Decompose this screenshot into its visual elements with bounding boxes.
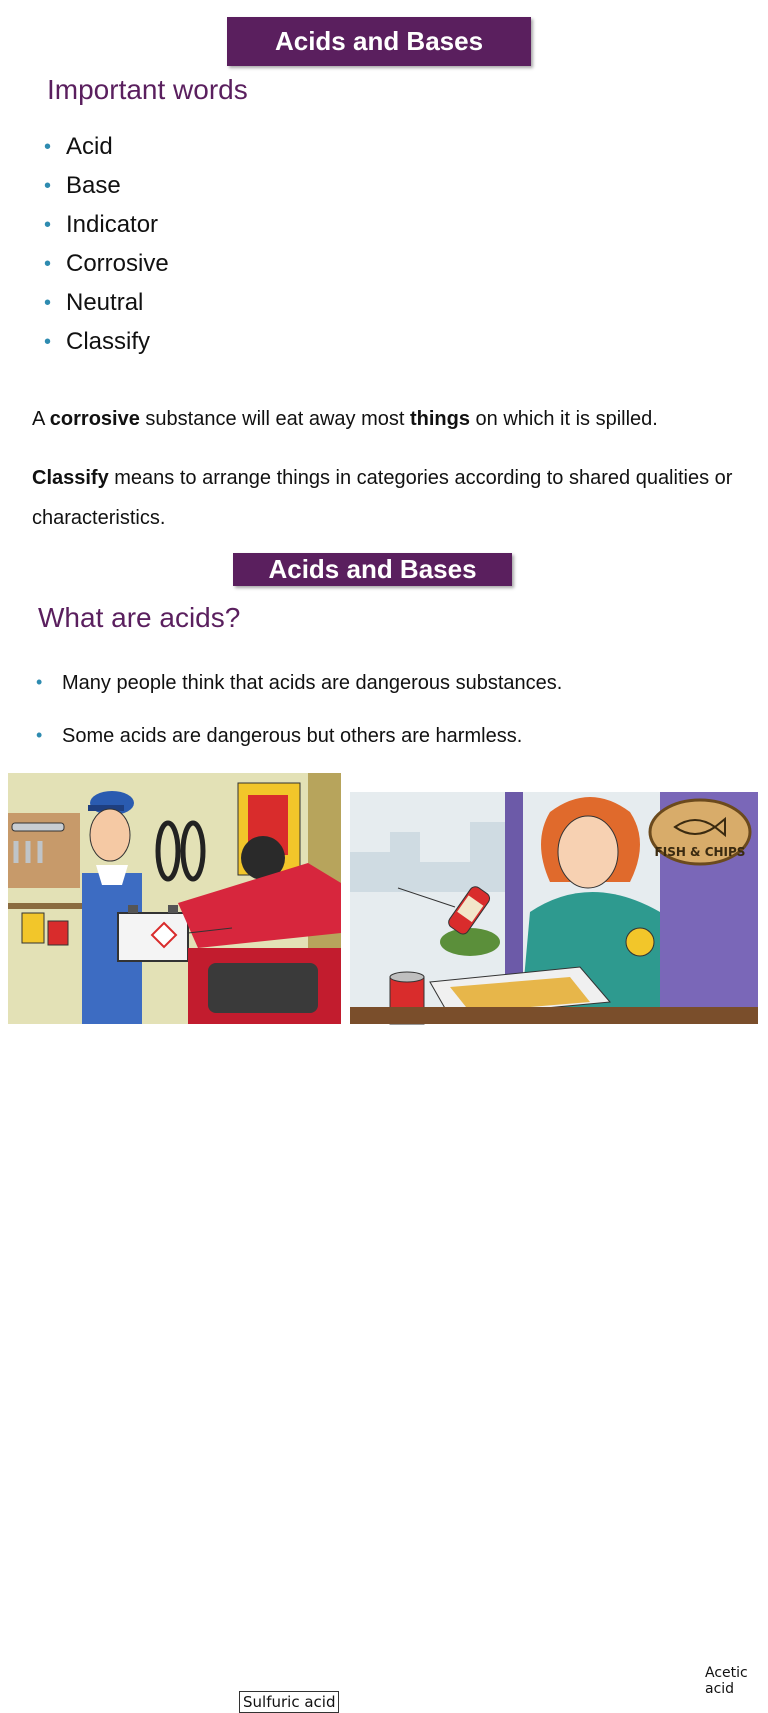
girl-chips-illustration (350, 792, 758, 1697)
acids-bullet-list (36, 672, 562, 748)
bullet-icon: • (44, 214, 52, 236)
list-item: • Acid (44, 130, 169, 169)
bullet-icon: • (44, 175, 52, 197)
mechanic-illustration (8, 773, 341, 1711)
classify-definition: Classify means to arrange things in categories according to shared qualities or characteristics. (32, 467, 733, 529)
section-banner-1: Acids and Bases (227, 17, 531, 66)
bullet-icon: • (44, 331, 52, 353)
bullet-icon: • (36, 672, 43, 692)
important-words-list (44, 130, 169, 364)
important-words-heading: Important words (47, 74, 248, 105)
section-banner-2: Acids and Bases (233, 553, 512, 586)
bullet-icon: • (36, 725, 43, 745)
sulfuric-acid-label: Sulfuric acid (239, 1691, 339, 1713)
list-item: • Neutral (44, 286, 169, 325)
garage-scene-image (8, 773, 341, 1024)
list-item: • Many people think that acids are dangerous substances. (36, 672, 563, 694)
acetic-acid-label: Acetic acid (705, 1665, 748, 1697)
bullet-icon: • (44, 136, 52, 158)
list-item: • Indicator (44, 208, 169, 247)
list-item: • Classify (44, 325, 169, 364)
bullet-icon: • (44, 292, 52, 314)
list-item: • Base (44, 169, 169, 208)
bullet-icon: • (44, 253, 52, 275)
list-item: • Corrosive (44, 247, 169, 286)
list-item: • Some acids are dangerous but others are harmless. (36, 725, 523, 747)
what-are-acids-heading: What are acids? (38, 602, 241, 633)
corrosive-definition: A corrosive substance will eat away most things on which it is spilled. (32, 408, 658, 430)
fish-chips-scene-image (350, 792, 758, 1024)
fish-and-chips-sign: FISH & CHIPS (654, 845, 746, 859)
